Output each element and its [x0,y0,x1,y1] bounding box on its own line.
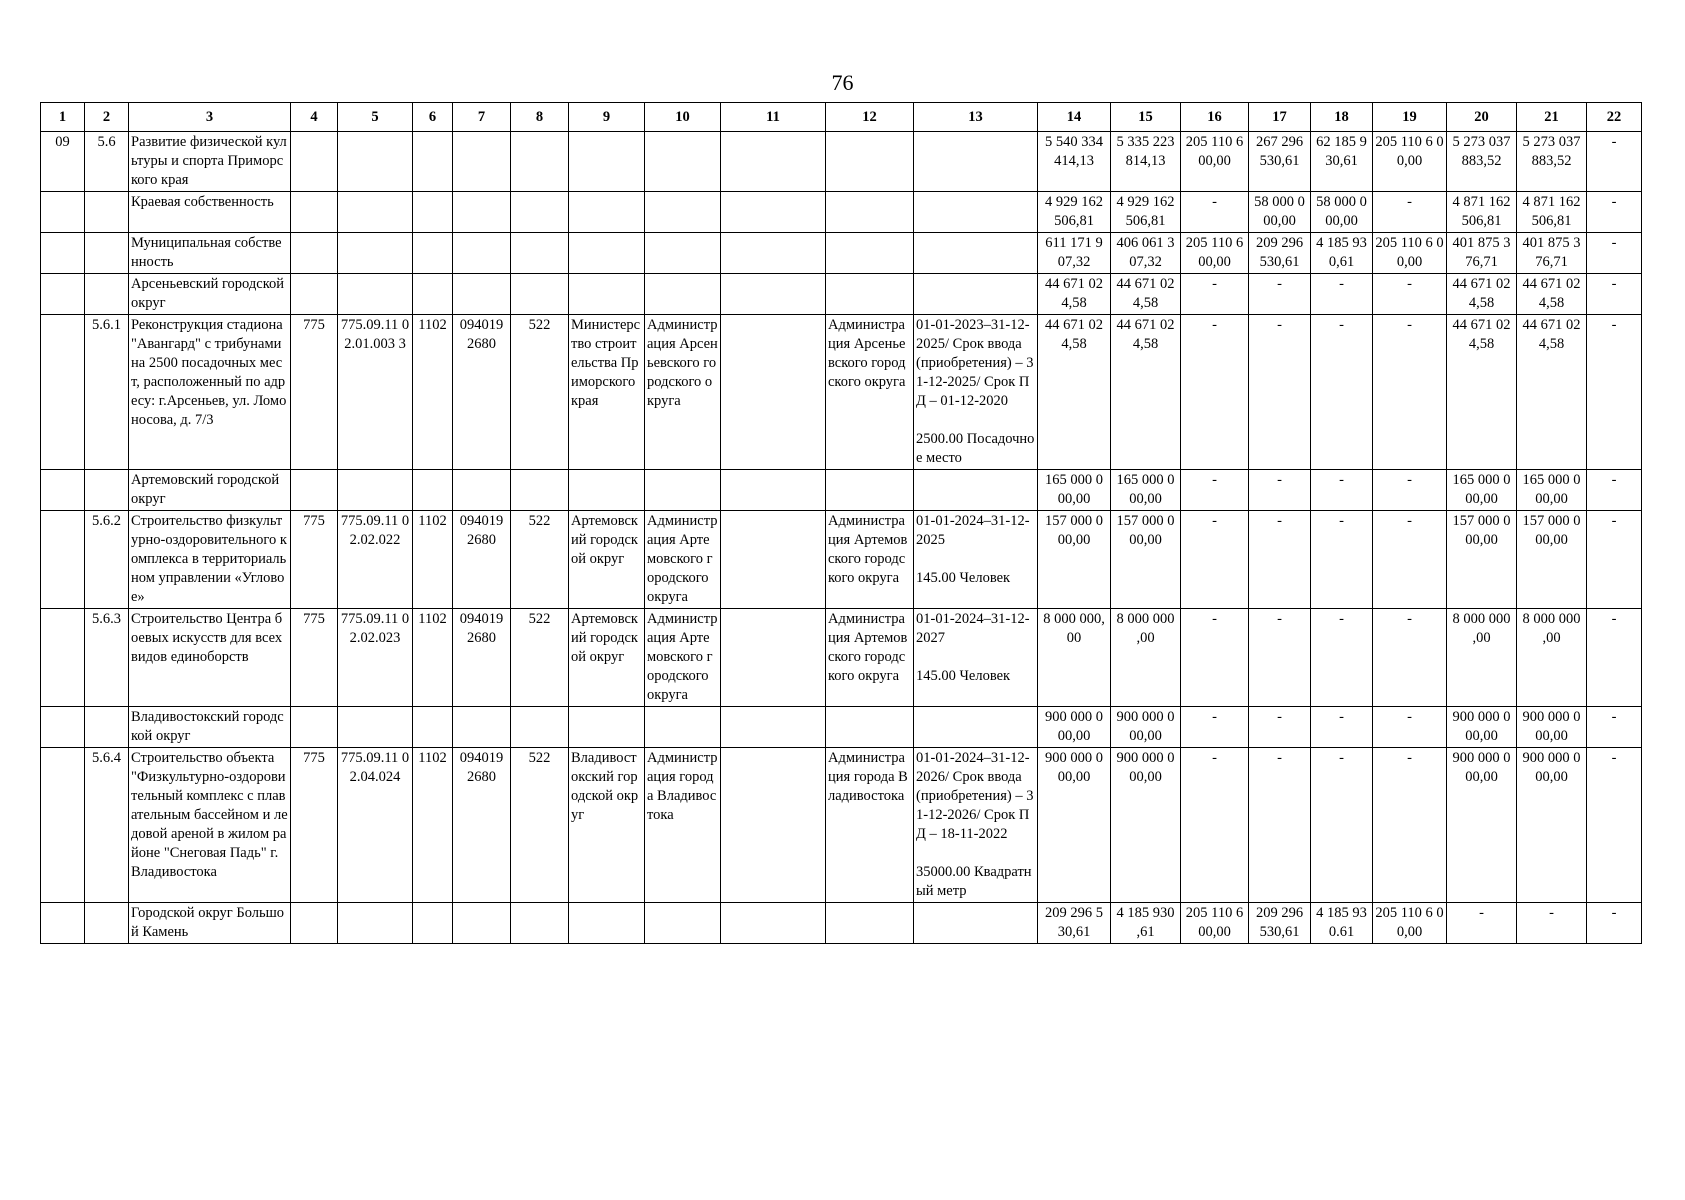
table-cell-col-6: 1102 [413,511,453,609]
table-cell-col-10 [645,192,721,233]
table-cell-col-11 [721,707,826,748]
table-cell-col-12 [826,903,914,944]
table-cell-col-13 [914,470,1038,511]
table-cell-col-22: - [1587,511,1642,609]
table-cell-col-13: 01-01-2024–31-12-2027 145.00 Человек [914,609,1038,707]
table-cell-col-18: 4 185 93 0,61 [1311,233,1373,274]
table-cell-col-4 [291,132,338,192]
table-cell-col-4 [291,274,338,315]
table-cell-col-21: 8 000 000 ,00 [1517,609,1587,707]
column-header: 19 [1373,103,1447,132]
table-cell-col-16: 205 110 6 00,00 [1181,132,1249,192]
column-header: 16 [1181,103,1249,132]
table-cell-col-7 [453,707,511,748]
column-header: 8 [511,103,569,132]
table-cell-col-4 [291,470,338,511]
table-cell-col-14: 44 671 02 4,58 [1038,274,1111,315]
table-cell-col-17: - [1249,470,1311,511]
table-cell-col-7: 094019 2680 [453,511,511,609]
table-cell-col-15: 406 061 3 07,32 [1111,233,1181,274]
table-cell-col-21: 44 671 02 4,58 [1517,274,1587,315]
table-cell-col-20: 900 000 0 00,00 [1447,707,1517,748]
table-cell-col-22: - [1587,470,1642,511]
table-cell-col-15: 4 185 930 ,61 [1111,903,1181,944]
table-cell-col-21: 900 000 0 00,00 [1517,748,1587,903]
table-row [41,707,1642,748]
page-number: 76 [831,70,854,95]
table-cell-col-12: Администрация города Владивостока [826,748,914,903]
table-cell-col-8: 522 [511,315,569,470]
table-cell-col-16: - [1181,609,1249,707]
table-cell-col-18: - [1311,315,1373,470]
table-cell-col-13 [914,903,1038,944]
table-cell-col-10: Администрация Артемовского городского округа [645,609,721,707]
table-cell-col-7: 094019 2680 [453,315,511,470]
table-cell-col-9: Артемовский городской округ [569,511,645,609]
table-cell-col-18: - [1311,707,1373,748]
table-cell-col-13: 01-01-2024–31-12-2025 145.00 Человек [914,511,1038,609]
table-cell-col-18: 4 185 93 0.61 [1311,903,1373,944]
table-cell-col-8: 522 [511,609,569,707]
table-cell-col-13: 01-01-2023–31-12-2025/ Срок ввода (приобретения) – 31-12-2025/ Срок ПД – 01-12-2020 2500.00 Посадочное место [914,315,1038,470]
table-cell-col-8 [511,233,569,274]
table-cell-col-19: 205 110 6 00,00 [1373,132,1447,192]
column-header: 4 [291,103,338,132]
table-cell-col-17: - [1249,707,1311,748]
table-cell-col-22: - [1587,192,1642,233]
table-row [41,511,1642,609]
table-cell-col-8 [511,470,569,511]
table-cell-col-2 [85,707,129,748]
table-cell-col-5 [338,903,413,944]
table-row [41,132,1642,192]
table-cell-col-12 [826,274,914,315]
table-cell-col-3: Реконструкция стадиона "Авангард" с трибунами на 2500 посадочных мест, расположенный по адресу: г.Арсеньев, ул. Ломоносова, д. 7/3 [129,315,291,470]
table-cell-col-7: 094019 2680 [453,748,511,903]
table-cell-col-10: Администрация города Владивостока [645,748,721,903]
table-cell-col-16: - [1181,470,1249,511]
column-header: 5 [338,103,413,132]
table-cell-col-14: 4 929 162 506,81 [1038,192,1111,233]
budget-table [40,102,1642,944]
table-cell-col-17: - [1249,315,1311,470]
table-cell-col-5 [338,470,413,511]
table-cell-col-16: 205 110 6 00,00 [1181,233,1249,274]
table-cell-col-4 [291,903,338,944]
table-cell-col-15: 44 671 02 4,58 [1111,315,1181,470]
table-cell-col-2: 5.6.4 [85,748,129,903]
table-cell-col-1 [41,707,85,748]
table-cell-col-17: 267 296 530,61 [1249,132,1311,192]
table-cell-col-9 [569,903,645,944]
table-cell-col-8 [511,903,569,944]
table-row [41,192,1642,233]
table-cell-col-17: 58 000 0 00,00 [1249,192,1311,233]
table-cell-col-22: - [1587,274,1642,315]
table-cell-col-12: Администрация Арсеньевского городского округа [826,315,914,470]
table-cell-col-11 [721,274,826,315]
table-cell-col-8: 522 [511,748,569,903]
table-cell-col-13 [914,707,1038,748]
table-cell-col-20: 44 671 02 4,58 [1447,274,1517,315]
table-cell-col-6: 1102 [413,609,453,707]
table-cell-col-9 [569,470,645,511]
column-header: 9 [569,103,645,132]
column-header: 18 [1311,103,1373,132]
table-cell-col-9 [569,274,645,315]
table-cell-col-2: 5.6 [85,132,129,192]
table-cell-col-21: 900 000 0 00,00 [1517,707,1587,748]
table-cell-col-11 [721,609,826,707]
table-cell-col-8: 522 [511,511,569,609]
table-cell-col-13 [914,132,1038,192]
table-cell-col-3: Строительство физкультурно-оздоровительного комплекса в территориальном управлении «Угловое» [129,511,291,609]
table-cell-col-10 [645,274,721,315]
table-cell-col-14: 8 000 000, 00 [1038,609,1111,707]
table-cell-col-8 [511,132,569,192]
table-cell-col-3: Развитие физической культуры и спорта Приморского края [129,132,291,192]
table-cell-col-17: - [1249,511,1311,609]
table-cell-col-3: Городской округ Большой Камень [129,903,291,944]
table-cell-col-20: 401 875 3 76,71 [1447,233,1517,274]
table-cell-col-8 [511,274,569,315]
table-cell-col-4 [291,192,338,233]
column-header: 6 [413,103,453,132]
table-row [41,233,1642,274]
column-header: 3 [129,103,291,132]
table-cell-col-18: - [1311,470,1373,511]
table-cell-col-15: 900 000 0 00,00 [1111,707,1181,748]
table-cell-col-14: 209 296 5 30,61 [1038,903,1111,944]
table-cell-col-5 [338,274,413,315]
table-cell-col-15: 5 335 223 814,13 [1111,132,1181,192]
table-cell-col-1 [41,192,85,233]
table-cell-col-15: 8 000 000 ,00 [1111,609,1181,707]
table-cell-col-6 [413,470,453,511]
table-cell-col-20: - [1447,903,1517,944]
column-header: 22 [1587,103,1642,132]
table-cell-col-7 [453,470,511,511]
table-cell-col-7 [453,233,511,274]
table-row [41,609,1642,707]
table-cell-col-13: 01-01-2024–31-12-2026/ Срок ввода (приобретения) – 31-12-2026/ Срок ПД – 18-11-2022 35000.00 Квадратный метр [914,748,1038,903]
table-cell-col-19: - [1373,470,1447,511]
table-cell-col-9 [569,707,645,748]
table-cell-col-10 [645,470,721,511]
table-row [41,274,1642,315]
table-cell-col-3: Муниципальная собственность [129,233,291,274]
column-header: 17 [1249,103,1311,132]
table-cell-col-5 [338,707,413,748]
column-header: 14 [1038,103,1111,132]
table-cell-col-15: 4 929 162 506,81 [1111,192,1181,233]
table-cell-col-5: 775.09.11 02.02.022 [338,511,413,609]
column-header: 2 [85,103,129,132]
table-cell-col-19: 205 110 6 00,00 [1373,233,1447,274]
table-cell-col-9 [569,233,645,274]
table-cell-col-12 [826,233,914,274]
table-cell-col-22: - [1587,748,1642,903]
table-cell-col-13 [914,233,1038,274]
column-header: 10 [645,103,721,132]
table-cell-col-19: 205 110 6 00,00 [1373,903,1447,944]
table-cell-col-7 [453,903,511,944]
table-cell-col-8 [511,192,569,233]
table-cell-col-14: 157 000 0 00,00 [1038,511,1111,609]
table-cell-col-18: 62 185 9 30,61 [1311,132,1373,192]
table-cell-col-18: 58 000 0 00,00 [1311,192,1373,233]
table-cell-col-4 [291,707,338,748]
table-cell-col-16: - [1181,511,1249,609]
table-cell-col-2 [85,274,129,315]
table-cell-col-7 [453,274,511,315]
table-cell-col-11 [721,192,826,233]
table-cell-col-21: 4 871 162 506,81 [1517,192,1587,233]
table-cell-col-6 [413,132,453,192]
table-cell-col-14: 900 000 0 00,00 [1038,707,1111,748]
table-cell-col-1 [41,609,85,707]
table-cell-col-3: Строительство Центра боевых искусств для всех видов единоборств [129,609,291,707]
table-cell-col-5: 775.09.11 02.04.024 [338,748,413,903]
table-cell-col-10 [645,233,721,274]
table-cell-col-8 [511,707,569,748]
table-cell-col-4: 775 [291,748,338,903]
table-cell-col-7 [453,132,511,192]
table-cell-col-5: 775.09.11 02.01.003 3 [338,315,413,470]
table-cell-col-21: 5 273 037 883,52 [1517,132,1587,192]
table-cell-col-12: Администрация Артемовского городского округа [826,609,914,707]
table-cell-col-3: Краевая собственность [129,192,291,233]
table-row [41,470,1642,511]
table-cell-col-16: 205 110 6 00,00 [1181,903,1249,944]
table-cell-col-3: Арсеньевский городской округ [129,274,291,315]
table-cell-col-6 [413,274,453,315]
table-cell-col-1 [41,748,85,903]
table-cell-col-5: 775.09.11 02.02.023 [338,609,413,707]
table-row [41,748,1642,903]
table-cell-col-17: - [1249,274,1311,315]
table-cell-col-21: 165 000 0 00,00 [1517,470,1587,511]
table-cell-col-16: - [1181,748,1249,903]
table-cell-col-15: 44 671 02 4,58 [1111,274,1181,315]
table-cell-col-9 [569,132,645,192]
table-cell-col-22: - [1587,903,1642,944]
table-cell-col-20: 900 000 0 00,00 [1447,748,1517,903]
table-cell-col-16: - [1181,192,1249,233]
table-cell-col-20: 165 000 0 00,00 [1447,470,1517,511]
table-cell-col-3: Владивостокский городской округ [129,707,291,748]
table-cell-col-15: 157 000 0 00,00 [1111,511,1181,609]
table-cell-col-2 [85,903,129,944]
table-cell-col-7: 094019 2680 [453,609,511,707]
table-cell-col-20: 5 273 037 883,52 [1447,132,1517,192]
table-cell-col-22: - [1587,315,1642,470]
table-cell-col-11 [721,903,826,944]
table-cell-col-7 [453,192,511,233]
table-cell-col-1 [41,274,85,315]
table-cell-col-6 [413,707,453,748]
table-cell-col-16: - [1181,274,1249,315]
table-cell-col-11 [721,470,826,511]
table-cell-col-20: 8 000 000 ,00 [1447,609,1517,707]
table-cell-col-1 [41,233,85,274]
table-cell-col-12 [826,192,914,233]
table-cell-col-1 [41,511,85,609]
header-row [41,103,1642,132]
table-cell-col-19: - [1373,274,1447,315]
table-cell-col-2: 5.6.1 [85,315,129,470]
table-cell-col-6: 1102 [413,748,453,903]
table-body [41,132,1642,944]
table-cell-col-2: 5.6.2 [85,511,129,609]
table-cell-col-20: 44 671 02 4,58 [1447,315,1517,470]
table-cell-col-10 [645,707,721,748]
column-header: 15 [1111,103,1181,132]
table-cell-col-11 [721,748,826,903]
table-cell-col-12 [826,132,914,192]
table-cell-col-4: 775 [291,511,338,609]
table-cell-col-11 [721,132,826,192]
table-cell-col-11 [721,315,826,470]
table-cell-col-19: - [1373,609,1447,707]
table-cell-col-11 [721,511,826,609]
table-cell-col-5 [338,192,413,233]
table-cell-col-16: - [1181,315,1249,470]
table-cell-col-12: Администрация Артемовского городского округа [826,511,914,609]
table-cell-col-16: - [1181,707,1249,748]
table-cell-col-2 [85,233,129,274]
table-cell-col-18: - [1311,609,1373,707]
table-cell-col-2 [85,470,129,511]
table-cell-col-17: - [1249,748,1311,903]
table-cell-col-9: Министерство строительства Приморского края [569,315,645,470]
table-cell-col-14: 900 000 0 00,00 [1038,748,1111,903]
column-header: 13 [914,103,1038,132]
column-header: 7 [453,103,511,132]
table-cell-col-13 [914,274,1038,315]
column-header: 11 [721,103,826,132]
table-cell-col-4: 775 [291,315,338,470]
table-cell-col-5 [338,132,413,192]
table-cell-col-17: - [1249,609,1311,707]
table-cell-col-15: 900 000 0 00,00 [1111,748,1181,903]
table-cell-col-14: 165 000 0 00,00 [1038,470,1111,511]
table-cell-col-22: - [1587,609,1642,707]
table-cell-col-6 [413,192,453,233]
table-cell-col-9: Владивостокский городской округ [569,748,645,903]
table-cell-col-21: 44 671 02 4,58 [1517,315,1587,470]
table-cell-col-12 [826,707,914,748]
table-cell-col-6 [413,233,453,274]
table-cell-col-21: 401 875 3 76,71 [1517,233,1587,274]
table-cell-col-22: - [1587,707,1642,748]
table-cell-col-11 [721,233,826,274]
table-cell-col-20: 4 871 162 506,81 [1447,192,1517,233]
table-cell-col-17: 209 296 530,61 [1249,233,1311,274]
table-cell-col-18: - [1311,274,1373,315]
table-cell-col-10: Администрация Артемовского городского округа [645,511,721,609]
table-cell-col-1: 09 [41,132,85,192]
table-cell-col-21: - [1517,903,1587,944]
table-cell-col-10: Администрация Арсеньевского городского округа [645,315,721,470]
table-cell-col-18: - [1311,748,1373,903]
column-header: 21 [1517,103,1587,132]
table-cell-col-22: - [1587,132,1642,192]
table-cell-col-15: 165 000 0 00,00 [1111,470,1181,511]
table-cell-col-1 [41,470,85,511]
column-header: 1 [41,103,85,132]
table-cell-col-1 [41,903,85,944]
table-row [41,903,1642,944]
table-cell-col-9: Артемовский городской округ [569,609,645,707]
table-cell-col-4 [291,233,338,274]
table-cell-col-3: Артемовский городской округ [129,470,291,511]
table-cell-col-13 [914,192,1038,233]
table-cell-col-19: - [1373,707,1447,748]
table-cell-col-21: 157 000 0 00,00 [1517,511,1587,609]
table-cell-col-5 [338,233,413,274]
table-cell-col-2: 5.6.3 [85,609,129,707]
table-cell-col-10 [645,132,721,192]
table-row [41,315,1642,470]
table-cell-col-19: - [1373,748,1447,903]
table-cell-col-22: - [1587,233,1642,274]
table-cell-col-20: 157 000 0 00,00 [1447,511,1517,609]
table-cell-col-19: - [1373,315,1447,470]
table-cell-col-14: 5 540 334 414,13 [1038,132,1111,192]
table-cell-col-6: 1102 [413,315,453,470]
table-cell-col-10 [645,903,721,944]
column-header: 12 [826,103,914,132]
table-cell-col-9 [569,192,645,233]
table-cell-col-2 [85,192,129,233]
table-cell-col-1 [41,315,85,470]
column-header: 20 [1447,103,1517,132]
table-cell-col-17: 209 296 530,61 [1249,903,1311,944]
table-cell-col-18: - [1311,511,1373,609]
table-cell-col-3: Строительство объекта "Физкультурно-оздоровительный комплекс с плавательным бассейном и ледовой ареной в жилом районе "Снеговая Падь" г. Владивостока [129,748,291,903]
table-cell-col-14: 44 671 02 4,58 [1038,315,1111,470]
table-cell-col-4: 775 [291,609,338,707]
table-cell-col-6 [413,903,453,944]
table-cell-col-14: 611 171 9 07,32 [1038,233,1111,274]
table-cell-col-19: - [1373,511,1447,609]
table-cell-col-19: - [1373,192,1447,233]
table-cell-col-12 [826,470,914,511]
